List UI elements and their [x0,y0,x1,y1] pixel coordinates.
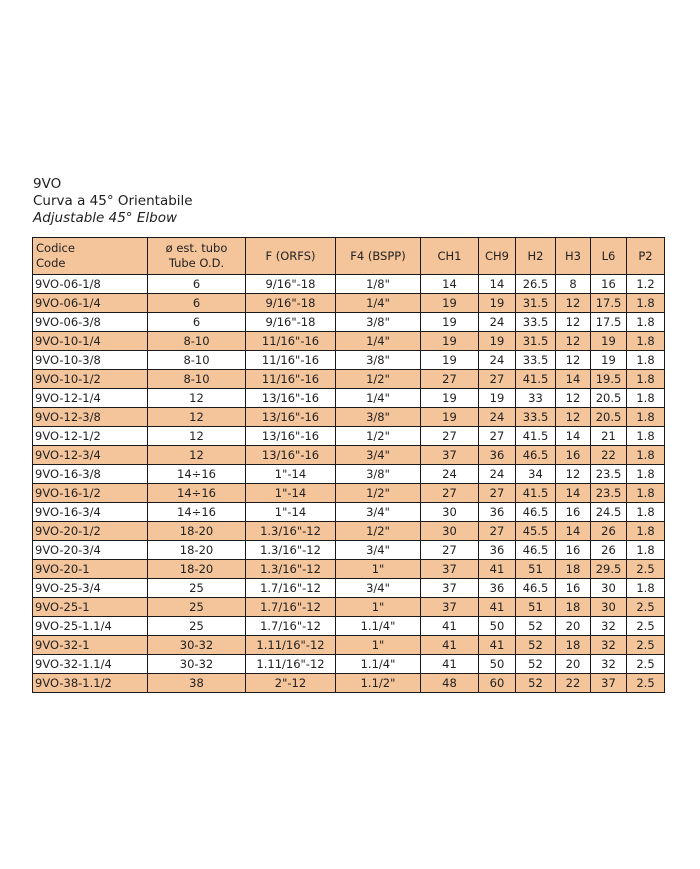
cell-h2: 41.5 [516,370,556,389]
product-code-title: 9VO [33,176,62,192]
cell-f: 1.7/16"-12 [246,598,336,617]
table-row [33,560,665,579]
cell-ch1: 14 [421,275,479,294]
table-row [33,408,665,427]
cell-od: 25 [148,579,246,598]
cell-l6: 20.5 [591,389,627,408]
cell-ch9: 41 [479,636,516,655]
cell-h2: 34 [516,465,556,484]
cell-ch9: 19 [479,332,516,351]
product-title-italian: Curva a 45° Orientabile [33,193,193,209]
cell-f: 11/16"-16 [246,351,336,370]
cell-f: 13/16"-16 [246,389,336,408]
cell-h3: 20 [556,617,591,636]
cell-ch9: 36 [479,579,516,598]
cell-od: 38 [148,674,246,693]
table-row [33,389,665,408]
cell-l6: 22 [591,446,627,465]
cell-l6: 21 [591,427,627,446]
cell-h2: 41.5 [516,427,556,446]
cell-ch9: 24 [479,465,516,484]
cell-ch9: 19 [479,389,516,408]
cell-p2: 2.5 [627,598,665,617]
cell-p2: 1.8 [627,408,665,427]
cell-p2: 1.8 [627,465,665,484]
cell-od: 12 [148,408,246,427]
cell-ch1: 19 [421,351,479,370]
cell-code: 9VO-25-1.1/4 [33,617,148,636]
cell-h3: 12 [556,408,591,427]
cell-od: 6 [148,275,246,294]
cell-ch1: 37 [421,560,479,579]
cell-h3: 14 [556,427,591,446]
cell-ch1: 24 [421,465,479,484]
cell-code: 9VO-12-3/4 [33,446,148,465]
cell-p2: 1.8 [627,294,665,313]
cell-f4: 3/8" [336,313,421,332]
cell-od: 25 [148,598,246,617]
cell-l6: 26 [591,541,627,560]
cell-od: 30-32 [148,636,246,655]
cell-code: 9VO-20-3/4 [33,541,148,560]
header-tube-od-en: Tube O.D. [168,256,225,270]
table-row [33,541,665,560]
header-h2: H2 [516,238,556,275]
cell-l6: 19 [591,332,627,351]
cell-ch1: 19 [421,408,479,427]
cell-p2: 2.5 [627,617,665,636]
cell-ch1: 37 [421,446,479,465]
cell-f4: 1/8" [336,275,421,294]
cell-f: 1.3/16"-12 [246,522,336,541]
cell-h3: 20 [556,655,591,674]
table-row [33,351,665,370]
cell-f: 13/16"-16 [246,446,336,465]
cell-f: 9/16"-18 [246,294,336,313]
cell-f4: 1/4" [336,389,421,408]
cell-h2: 51 [516,560,556,579]
cell-od: 8-10 [148,332,246,351]
cell-ch9: 36 [479,541,516,560]
table-row [33,332,665,351]
cell-f: 1.11/16"-12 [246,655,336,674]
cell-od: 14÷16 [148,484,246,503]
header-f-orfs: F (ORFS) [246,238,336,275]
cell-ch1: 41 [421,617,479,636]
cell-f4: 1" [336,636,421,655]
cell-l6: 23.5 [591,484,627,503]
cell-h2: 52 [516,617,556,636]
cell-code: 9VO-20-1 [33,560,148,579]
cell-f: 13/16"-16 [246,427,336,446]
cell-f: 1"-14 [246,503,336,522]
cell-h2: 52 [516,674,556,693]
cell-f4: 1.1/4" [336,655,421,674]
cell-code: 9VO-25-3/4 [33,579,148,598]
cell-od: 12 [148,446,246,465]
table-row [33,465,665,484]
cell-l6: 32 [591,655,627,674]
cell-f: 1.7/16"-12 [246,579,336,598]
cell-f4: 3/8" [336,465,421,484]
cell-h3: 12 [556,313,591,332]
cell-ch9: 24 [479,313,516,332]
cell-ch9: 60 [479,674,516,693]
table-row [33,636,665,655]
cell-h3: 16 [556,446,591,465]
cell-f: 11/16"-16 [246,370,336,389]
cell-p2: 1.8 [627,313,665,332]
cell-f4: 1/2" [336,370,421,389]
table-row [33,484,665,503]
cell-p2: 1.8 [627,370,665,389]
cell-f4: 3/8" [336,351,421,370]
cell-ch9: 50 [479,617,516,636]
cell-f: 13/16"-16 [246,408,336,427]
cell-ch9: 24 [479,351,516,370]
cell-h3: 16 [556,503,591,522]
cell-code: 9VO-16-1/2 [33,484,148,503]
header-code-en: Code [36,256,66,270]
table-row [33,579,665,598]
table-row [33,313,665,332]
cell-l6: 32 [591,617,627,636]
table-row [33,617,665,636]
cell-p2: 1.2 [627,275,665,294]
cell-p2: 2.5 [627,560,665,579]
cell-h2: 33.5 [516,313,556,332]
header-l6: L6 [591,238,627,275]
cell-h2: 52 [516,655,556,674]
cell-p2: 1.8 [627,484,665,503]
header-f4-bspp: F4 (BSPP) [336,238,421,275]
cell-h3: 12 [556,465,591,484]
cell-code: 9VO-06-1/4 [33,294,148,313]
header-h3: H3 [556,238,591,275]
cell-ch9: 27 [479,427,516,446]
cell-f: 1.7/16"-12 [246,617,336,636]
header-tube-od [148,238,246,275]
cell-h2: 33.5 [516,408,556,427]
cell-h3: 14 [556,484,591,503]
cell-od: 18-20 [148,541,246,560]
cell-ch1: 37 [421,598,479,617]
cell-od: 14÷16 [148,503,246,522]
cell-p2: 1.8 [627,389,665,408]
cell-f4: 3/8" [336,408,421,427]
cell-l6: 19.5 [591,370,627,389]
cell-p2: 1.8 [627,503,665,522]
cell-od: 18-20 [148,522,246,541]
cell-code: 9VO-10-1/2 [33,370,148,389]
cell-h2: 33 [516,389,556,408]
cell-h3: 16 [556,579,591,598]
cell-ch9: 41 [479,598,516,617]
cell-od: 12 [148,389,246,408]
table-body [33,275,665,693]
cell-code: 9VO-32-1.1/4 [33,655,148,674]
cell-f: 1.3/16"-12 [246,541,336,560]
cell-code: 9VO-12-3/8 [33,408,148,427]
cell-ch1: 30 [421,503,479,522]
cell-od: 25 [148,617,246,636]
cell-l6: 32 [591,636,627,655]
cell-h3: 16 [556,541,591,560]
cell-ch1: 27 [421,541,479,560]
cell-f: 1"-14 [246,484,336,503]
table-row [33,294,665,313]
cell-ch9: 36 [479,503,516,522]
cell-od: 18-20 [148,560,246,579]
cell-od: 12 [148,427,246,446]
table-row [33,427,665,446]
cell-f4: 1/4" [336,332,421,351]
cell-h3: 12 [556,332,591,351]
cell-h2: 52 [516,636,556,655]
cell-p2: 1.8 [627,446,665,465]
cell-ch9: 41 [479,560,516,579]
cell-f4: 3/4" [336,579,421,598]
cell-ch9: 19 [479,294,516,313]
cell-l6: 20.5 [591,408,627,427]
cell-ch1: 19 [421,294,479,313]
cell-ch1: 27 [421,370,479,389]
cell-ch1: 27 [421,484,479,503]
cell-p2: 1.8 [627,541,665,560]
table-row [33,275,665,294]
cell-f4: 3/4" [336,446,421,465]
cell-f: 2"-12 [246,674,336,693]
cell-code: 9VO-16-3/8 [33,465,148,484]
cell-h2: 26.5 [516,275,556,294]
cell-p2: 1.8 [627,579,665,598]
dimensions-table [32,237,665,693]
cell-ch9: 14 [479,275,516,294]
header-code [33,238,148,275]
table-row [33,370,665,389]
cell-od: 30-32 [148,655,246,674]
cell-f4: 1" [336,598,421,617]
header-tube-od-it: ø est. tubo [165,241,228,255]
cell-h3: 14 [556,522,591,541]
cell-ch9: 27 [479,484,516,503]
cell-f: 9/16"-18 [246,275,336,294]
cell-l6: 29.5 [591,560,627,579]
cell-l6: 23.5 [591,465,627,484]
cell-f4: 1/2" [336,427,421,446]
cell-f4: 1.1/2" [336,674,421,693]
cell-h2: 46.5 [516,446,556,465]
cell-f: 1.3/16"-12 [246,560,336,579]
table-row [33,598,665,617]
product-heading [33,176,193,227]
cell-l6: 19 [591,351,627,370]
cell-l6: 30 [591,598,627,617]
cell-ch9: 27 [479,370,516,389]
table-row [33,503,665,522]
cell-h3: 18 [556,598,591,617]
cell-code: 9VO-10-1/4 [33,332,148,351]
cell-od: 6 [148,313,246,332]
cell-code: 9VO-12-1/4 [33,389,148,408]
header-ch9: CH9 [479,238,516,275]
cell-ch9: 24 [479,408,516,427]
cell-od: 8-10 [148,370,246,389]
cell-h3: 14 [556,370,591,389]
cell-l6: 30 [591,579,627,598]
cell-ch1: 37 [421,579,479,598]
cell-l6: 17.5 [591,313,627,332]
cell-code: 9VO-20-1/2 [33,522,148,541]
cell-h2: 46.5 [516,541,556,560]
cell-ch9: 36 [479,446,516,465]
cell-h2: 33.5 [516,351,556,370]
cell-ch1: 30 [421,522,479,541]
cell-od: 8-10 [148,351,246,370]
cell-h3: 18 [556,636,591,655]
header-code-it: Codice [36,241,75,255]
cell-f: 1"-14 [246,465,336,484]
cell-f4: 3/4" [336,503,421,522]
cell-p2: 1.8 [627,332,665,351]
cell-h2: 46.5 [516,579,556,598]
table-row [33,655,665,674]
cell-h2: 41.5 [516,484,556,503]
cell-h3: 12 [556,351,591,370]
cell-h2: 31.5 [516,332,556,351]
cell-ch1: 41 [421,655,479,674]
cell-l6: 26 [591,522,627,541]
cell-f: 11/16"-16 [246,332,336,351]
cell-ch9: 27 [479,522,516,541]
cell-ch1: 27 [421,427,479,446]
cell-code: 9VO-12-1/2 [33,427,148,446]
cell-f4: 1" [336,560,421,579]
cell-f4: 3/4" [336,541,421,560]
cell-code: 9VO-10-3/8 [33,351,148,370]
cell-code: 9VO-38-1.1/2 [33,674,148,693]
cell-f: 9/16"-18 [246,313,336,332]
product-title-english: Adjustable 45° Elbow [33,210,177,226]
header-ch1: CH1 [421,238,479,275]
cell-ch9: 50 [479,655,516,674]
cell-l6: 24.5 [591,503,627,522]
cell-f4: 1.1/4" [336,617,421,636]
cell-code: 9VO-06-3/8 [33,313,148,332]
cell-od: 14÷16 [148,465,246,484]
cell-h2: 31.5 [516,294,556,313]
cell-f4: 1/2" [336,522,421,541]
cell-h2: 46.5 [516,503,556,522]
table-header-row [33,238,665,275]
cell-h3: 8 [556,275,591,294]
cell-code: 9VO-06-1/8 [33,275,148,294]
header-p2: P2 [627,238,665,275]
cell-l6: 16 [591,275,627,294]
cell-f4: 1/4" [336,294,421,313]
cell-h3: 18 [556,560,591,579]
cell-ch1: 19 [421,332,479,351]
cell-l6: 17.5 [591,294,627,313]
cell-p2: 2.5 [627,674,665,693]
cell-f4: 1/2" [336,484,421,503]
cell-f: 1.11/16"-12 [246,636,336,655]
cell-h2: 45.5 [516,522,556,541]
cell-ch1: 19 [421,313,479,332]
cell-code: 9VO-32-1 [33,636,148,655]
cell-ch1: 41 [421,636,479,655]
cell-h3: 22 [556,674,591,693]
table-row [33,446,665,465]
table-row [33,674,665,693]
cell-od: 6 [148,294,246,313]
cell-l6: 37 [591,674,627,693]
cell-h3: 12 [556,389,591,408]
cell-p2: 1.8 [627,522,665,541]
cell-p2: 1.8 [627,351,665,370]
cell-ch1: 19 [421,389,479,408]
cell-h2: 51 [516,598,556,617]
cell-p2: 1.8 [627,427,665,446]
cell-p2: 2.5 [627,636,665,655]
cell-ch1: 48 [421,674,479,693]
cell-code: 9VO-16-3/4 [33,503,148,522]
cell-p2: 2.5 [627,655,665,674]
cell-h3: 12 [556,294,591,313]
table-row [33,522,665,541]
cell-code: 9VO-25-1 [33,598,148,617]
